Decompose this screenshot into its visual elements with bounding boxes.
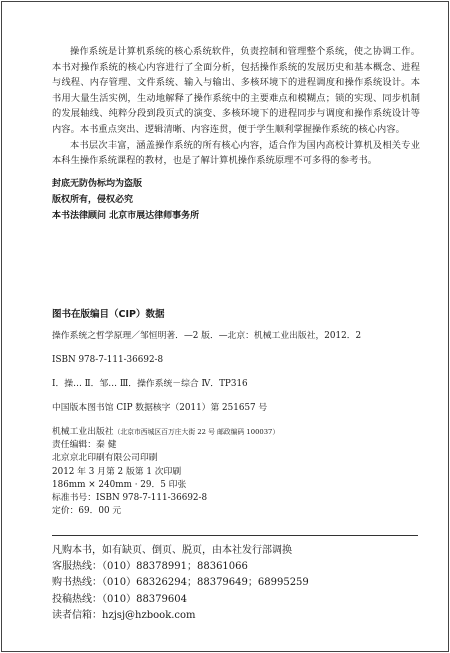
contact-info — [52, 543, 420, 624]
divider-line — [52, 535, 418, 536]
description-paragraph-2: 本书层次丰富，涵盖操作系统的所有核心内容，适合作为国内高校计算机及相关专业本科生操作系统课程的教材，也是了解计算机操作系统原理不可多得的参考书。 — [52, 139, 420, 167]
purchase-hotline: 购书热线：（010）68326294；88379649；68995259 — [52, 577, 309, 589]
publisher-address: （北京市西城区百万庄大街 22 号 邮政编码 100037） — [113, 428, 280, 436]
cip-bibliographic-line: 操作系统之哲学原理／邹恒明著．—2 版．—北京：机械工业出版社，2012．2 — [52, 331, 362, 341]
reader-email: 读者信箱：hzjsj@hzbook.com — [52, 609, 196, 621]
anti-piracy-notice: 封底无防伪标均为盗版 — [52, 179, 143, 189]
cip-isbn: ISBN 978-7-111-36692-8 — [52, 355, 164, 365]
cip-title: 图书在版编目（CIP）数据 — [52, 309, 165, 320]
printer: 北京京北印刷有限公司印刷 — [52, 453, 158, 464]
cip-classification: Ⅰ．操… Ⅱ．邹… Ⅲ．操作系统－综合 Ⅳ．TP316 — [52, 379, 248, 389]
book-format: 186mm × 240mm · 29．5 印张 — [52, 479, 187, 490]
submission-hotline: 投稿热线：（010）88379604 — [52, 593, 187, 605]
legal-counsel: 本书法律顾问 北京市展达律师事务所 — [52, 211, 200, 221]
edition-info: 2012 年 3 月第 2 版第 1 次印刷 — [52, 466, 182, 477]
description-paragraph-1: 操作系统是计算机系统的核心系统软件，负责控制和管理整个系统，使之协调工作。本书对操作系统的核心内容进行了全面分析，包括操作系统的发展历史和基本概念、进程与线程、内存管理、文件系统、输入与输出、多核环境下的进程调度和操作系统设计。本书用大量生活实例，生动地解释了操作系统中的主要难点和模糊点；锁的实现、同步机制的发展轴线、纯粹分段到段页式的演变、多核环境下的进程同步与调度和操作系统设计等内容。本书重点突出、逻辑清晰、内容连贯，便于学生顺利掌握操作系统的核心内容。 — [52, 46, 420, 135]
customer-service-hotline: 客服热线：（010）88378991；88361066 — [52, 561, 248, 573]
publication-info — [52, 426, 420, 518]
rights-reserved-notice: 版权所有，侵权必究 — [52, 195, 134, 205]
publisher-name: 机械工业出版社 — [52, 427, 114, 437]
cip-data — [52, 330, 420, 415]
cip-record-number: 中国版本图书馆 CIP 数据核字（2011）第 251657 号 — [52, 403, 268, 413]
responsible-editor: 责任编辑：秦 健 — [52, 440, 117, 451]
book-description — [52, 44, 420, 169]
replacement-notice: 凡购本书，如有缺页、倒页、脱页，由本社发行部调换 — [52, 545, 292, 556]
copyright-notice — [52, 176, 420, 224]
book-price: 定价：69．00 元 — [52, 506, 122, 517]
standard-book-number: 标准书号：ISBN 978-7-111-36692-8 — [52, 493, 208, 504]
